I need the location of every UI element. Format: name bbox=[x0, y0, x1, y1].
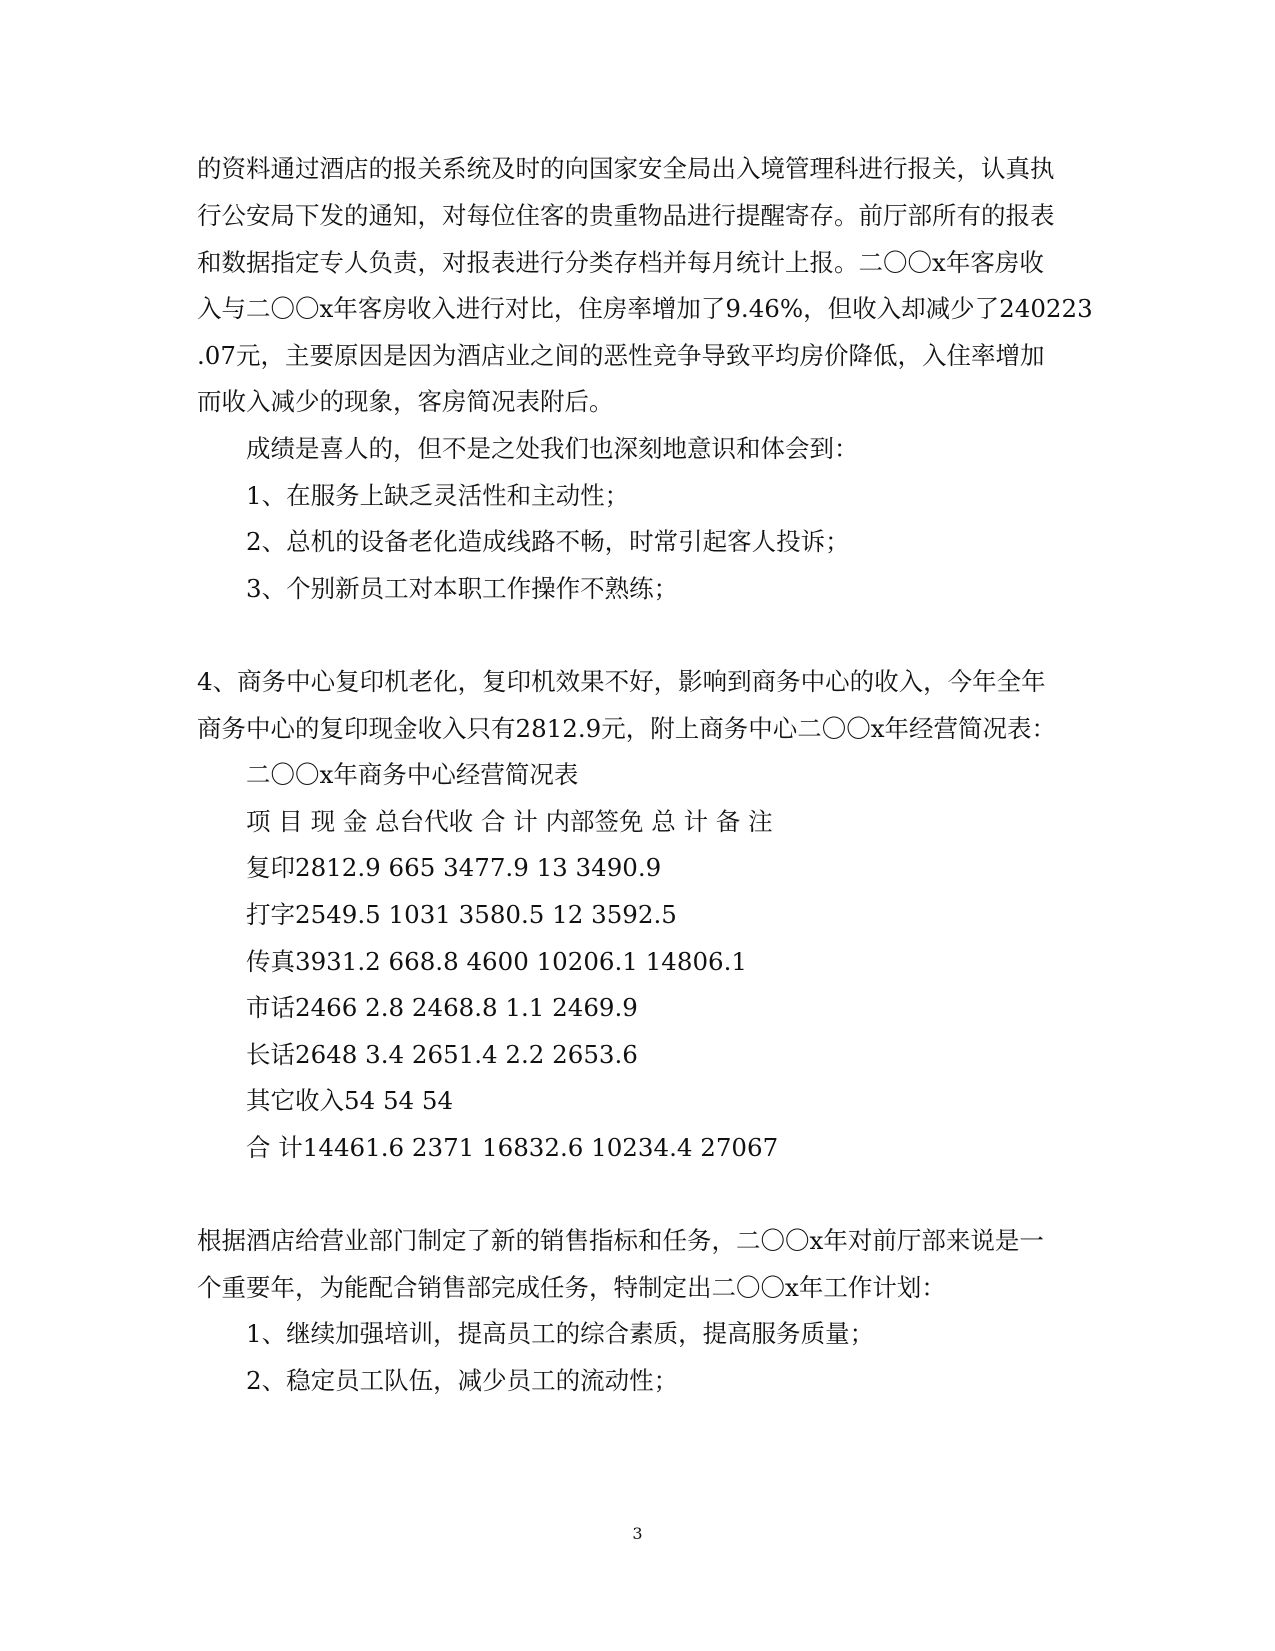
paragraph-line: 行公安局下发的通知，对每位住客的贵重物品进行提醒寄存。前厅部所有的报表 bbox=[197, 201, 1055, 230]
shortcomings-intro: 成绩是喜人的，但不是之处我们也深刻地意识和体会到： bbox=[246, 434, 859, 463]
list-item: 1、继续加强培训，提高员工的综合素质，提高服务质量； bbox=[246, 1319, 875, 1348]
table-row: 市话2466 2.8 2468.8 1.1 2469.9 bbox=[246, 993, 638, 1022]
paragraph-line: .07元，主要原因是因为酒店业之间的恶性竞争导致平均房价降低，入住率增加 bbox=[197, 341, 1045, 370]
table-row: 复印2812.9 665 3477.9 13 3490.9 bbox=[246, 853, 662, 882]
paragraph-line: 和数据指定专人负责，对报表进行分类存档并每月统计上报。二〇〇x年客房收 bbox=[197, 248, 1044, 277]
page-number: 3 bbox=[632, 1524, 643, 1543]
list-item: 2、总机的设备老化造成线路不畅，时常引起客人投诉； bbox=[246, 527, 850, 556]
table-row: 合 计14461.6 2371 16832.6 10234.4 27067 bbox=[246, 1133, 779, 1162]
list-item: 3、个别新员工对本职工作操作不熟练； bbox=[246, 574, 679, 603]
paragraph-line: 根据酒店给营业部门制定了新的销售指标和任务，二〇〇x年对前厅部来说是一 bbox=[197, 1226, 1044, 1255]
table-row: 其它收入54 54 54 bbox=[246, 1086, 454, 1115]
list-item: 2、稳定员工队伍，减少员工的流动性； bbox=[246, 1366, 679, 1395]
table-row: 打字2549.5 1031 3580.5 12 3592.5 bbox=[246, 900, 677, 929]
table-row: 传真3931.2 668.8 4600 10206.1 14806.1 bbox=[246, 947, 747, 976]
paragraph-line: 4、商务中心复印机老化，复印机效果不好，影响到商务中心的收入，今年全年 bbox=[197, 667, 1046, 696]
table-row: 长话2648 3.4 2651.4 2.2 2653.6 bbox=[246, 1040, 638, 1069]
paragraph-line: 入与二〇〇x年客房收入进行对比，住房率增加了9.46%，但收入却减少了240223 bbox=[197, 294, 1093, 323]
list-item: 1、在服务上缺乏灵活性和主动性； bbox=[246, 481, 630, 510]
table-title: 二〇〇x年商务中心经营简况表 bbox=[246, 760, 579, 789]
paragraph-line: 商务中心的复印现金收入只有2812.9元，附上商务中心二〇〇x年经营简况表： bbox=[197, 714, 1057, 743]
paragraph-line: 个重要年，为能配合销售部完成任务，特制定出二〇〇x年工作计划： bbox=[197, 1273, 946, 1302]
paragraph-line: 的资料通过酒店的报关系统及时的向国家安全局出入境管理科进行报关，认真执 bbox=[197, 154, 1055, 183]
paragraph-line: 而收入减少的现象，客房简况表附后。 bbox=[197, 387, 614, 416]
table-header: 项 目 现 金 总台代收 合 计 内部签免 总 计 备 注 bbox=[246, 807, 773, 836]
